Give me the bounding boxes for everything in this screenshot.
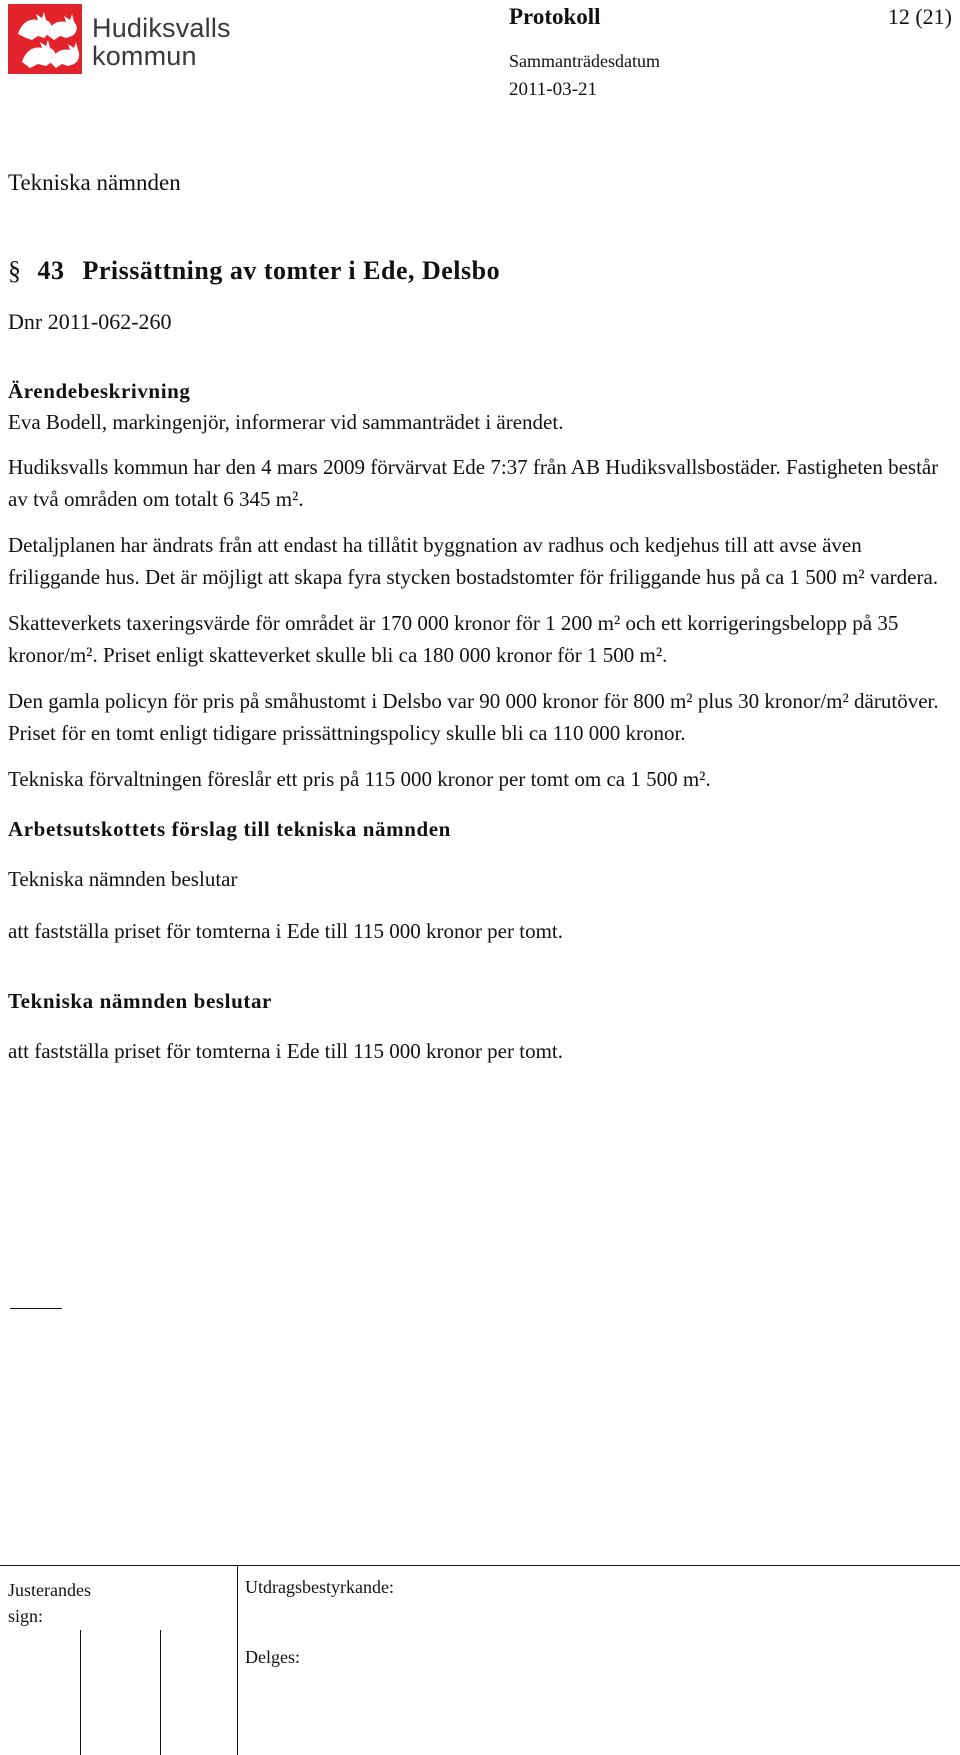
paragraph-6: Tekniska förvaltningen föreslår ett pris på 115 000 kronor per tomt om ca 1 500 m². <box>8 767 711 791</box>
sign-box-divider-1 <box>80 1630 81 1755</box>
municipality-logo <box>8 4 248 80</box>
section-title: Prissättning av tomter i Ede, Delsbo <box>82 256 501 285</box>
signature-table <box>0 1565 960 1755</box>
footer-top-rule <box>0 1565 960 1566</box>
meeting-date-label: Sammanträdesdatum <box>509 51 660 71</box>
utdragsbestyrkande-label: Utdragsbestyrkande: <box>245 1577 394 1597</box>
beslut-text: att fastställa priset för tomterna i Ede till 115 000 kronor per tomt. <box>8 1039 564 1063</box>
paragraph-5: Den gamla policyn för pris på småhustomt i Delsbo var 90 000 kronor för 800 m² plus 30 kronor/m² därutöver. Priset för en tomt enligt tidigare prissättningspolicy skulle bli ca 110 000 kronor. <box>8 689 939 745</box>
sign-box-divider-2 <box>160 1630 161 1755</box>
document-type: Protokoll <box>509 4 601 29</box>
paragraph-3: Detaljplanen har ändrats från att endast ha tillåtit byggnation av radhus och kedjehus till att avse även friliggande hus. Det är möjligt att skapa fyra stycken bostadstomter för friliggande hus på ca 1 500 m² vardera. <box>8 533 939 589</box>
logo-wordmark <box>92 14 231 70</box>
end-rule <box>10 1308 62 1309</box>
footer-vertical-divider <box>237 1565 238 1755</box>
committee-name: Tekniska nämnden <box>8 170 181 195</box>
paragraph-2: Hudiksvalls kommun har den 4 mars 2009 förvärvat Ede 7:37 från AB Hudiksvallsbostäder. Fastigheten består av två områden om totalt 6 345 m². <box>8 455 939 511</box>
section-heading <box>8 254 948 288</box>
paragraph-1: Eva Bodell, markingenjör, informerar vid sammanträdet i ärendet. <box>8 410 564 434</box>
paragraph-sign-icon: § <box>8 256 22 285</box>
au-forslag-text: att fastställa priset för tomterna i Ede till 115 000 kronor per tomt. <box>8 919 564 943</box>
coat-of-arms-icon <box>8 4 86 76</box>
logo-line-2: kommun <box>92 41 197 71</box>
case-number: Dnr 2011-062-260 <box>8 309 172 334</box>
section-number: 43 <box>37 256 65 285</box>
logo-line-1: Hudiksvalls <box>92 13 231 43</box>
meeting-date: 2011-03-21 <box>509 79 597 100</box>
justerandes-sign-label: Justerandes sign: <box>8 1580 91 1626</box>
document-body <box>8 254 948 1067</box>
au-forslag-intro: Tekniska nämnden beslutar <box>8 867 238 891</box>
beslut-heading: Tekniska nämnden beslutar <box>8 989 272 1013</box>
delges-label: Delges: <box>245 1647 300 1667</box>
page-number: 12 (21) <box>887 4 952 29</box>
arendebeskrivning-heading: Ärendebeskrivning <box>8 379 191 403</box>
au-forslag-heading: Arbetsutskottets förslag till tekniska nämnden <box>8 817 451 841</box>
paragraph-4: Skatteverkets taxeringsvärde för området är 170 000 kronor för 1 200 m² och ett korrigeringsbelopp på 35 kronor/m². Priset enligt skatteverket skulle bli ca 180 000 kronor för 1 500 m². <box>8 611 899 667</box>
